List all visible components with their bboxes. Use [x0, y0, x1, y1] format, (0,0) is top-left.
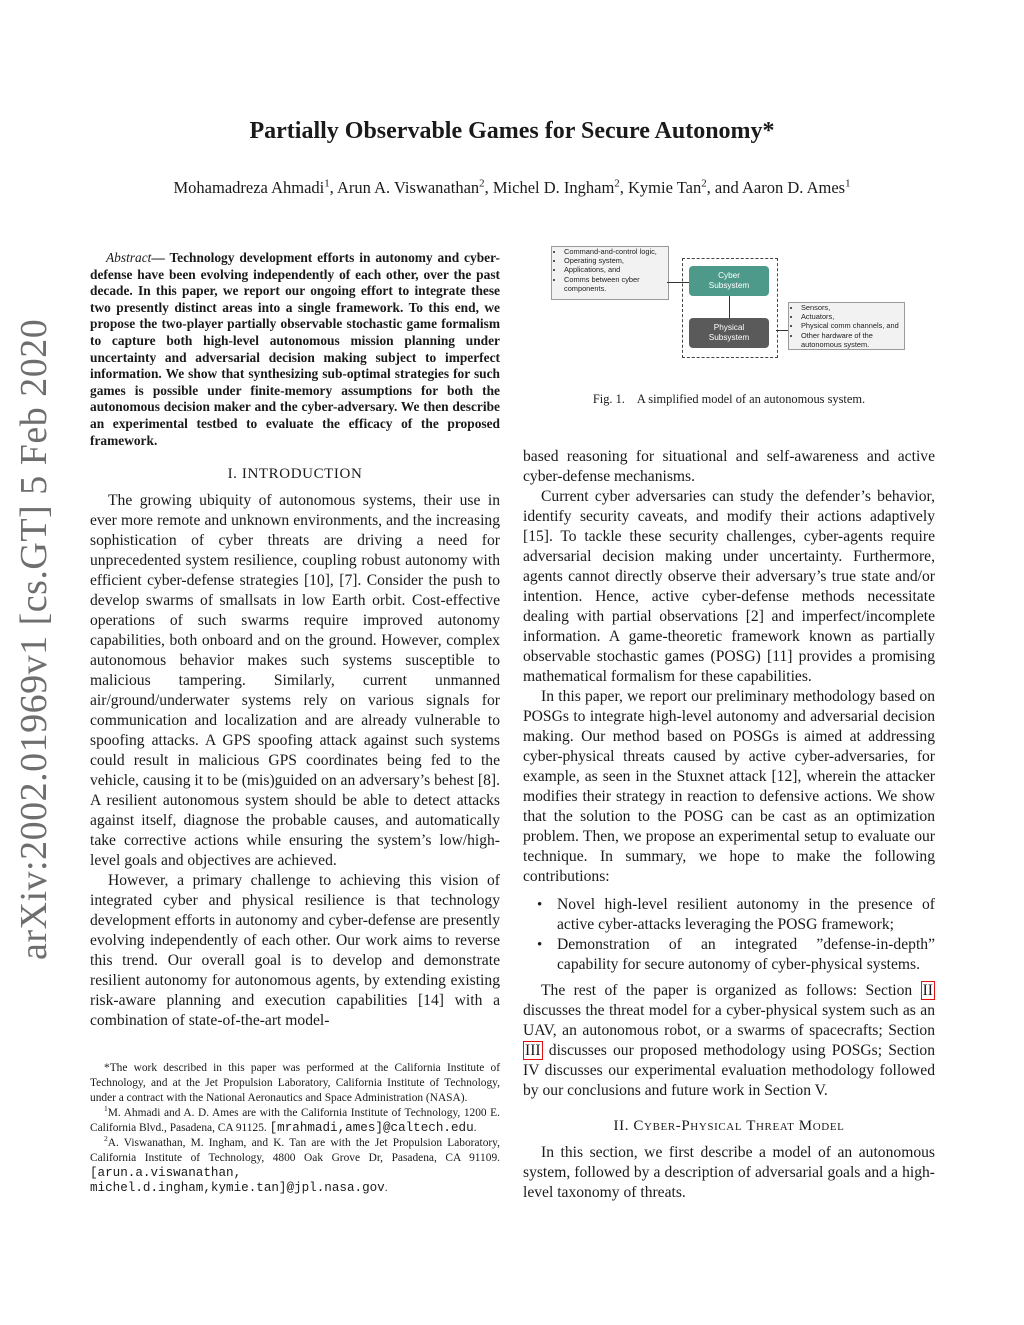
intro-paragraph-2: However, a primary challenge to achieving this vision of integrated cyber and physical resilience is that technology development efforts in autonomy and cyber-defense are presently evolving independently of each other. Our work aims to reverse this trend. Our overall goal is to develop and demonstrate resilient autonomy for autonomous agents, by extending existing risk-aware planning and execution capabilities [14] with a combination of state-of-the-art model- [90, 872, 500, 1030]
abstract-label: Abstract [106, 250, 152, 265]
author-list [60, 178, 964, 198]
note-item: • Sensors, [801, 303, 904, 312]
author-separator: , [619, 178, 628, 197]
list-item: • Novel high-level resilient autonomy in the presence of active cyber-attacks leveraging the POSG framework; [523, 895, 935, 935]
footnote-text: A. Viswanathan, M. Ingham, and K. Tan are with the Jet Propulsion Laboratory, California Institute of Technology, 4800 Oak Grove Dr, Pasadena, CA 91109. [90, 1137, 500, 1164]
left-column [90, 250, 500, 1031]
figure-caption [523, 392, 935, 407]
footnote-affiliation-2 [90, 1136, 500, 1196]
author-separator: , [484, 178, 493, 197]
footnote-mark: 2 [104, 1134, 108, 1144]
author-name: Michel D. Ingham [492, 178, 615, 197]
abstract-text: Technology development efforts in autonomy and cyber-defense have been evolving independently of each other, over the past decade. In this paper, we report our ongoing effort to integrate these two presently distinct areas into a single framework. To this end, we propose the two-player partially observable stochastic game formalism to capture both high-level autonomous mission planning under uncertainty and adversarial decision making subject to imperfect information. We show that synthesizing sub-optimal strategies for such games is possible under finite-memory assumptions for both the autonomous decision maker and the cyber-adversary. We then describe an experimental testbed to evaluate the efficacy of the proposed framework. [90, 250, 500, 448]
text-run: The rest of the paper is organized as follows: Section [541, 982, 921, 999]
note-item: • Operating system, [564, 256, 668, 265]
contributions-list [523, 895, 935, 975]
email-link[interactable]: [arun.a.viswanathan, michel.d.ingham,kymie.tan]@jpl.nasa.gov [90, 1166, 385, 1195]
intro-paragraph-1: The growing ubiquity of autonomous systems, their use in ever more remote and unknown environments, and the increasing sophistication of cyber threats are driving a need for unprecedented system resilience, coupling robust autonomy with efficient cyber-defense strategies [10], [7]. Consider the push to develop swarms of smallsats in low Earth orbit. Cost-effective operations of such swarms require improved autonomy capabilities, both onboard and on the ground. However, complex autonomous behavior makes such systems susceptible to malicious tampering. Similarly, current unmanned air/ground/underwater systems rely on various signals for communication and localization and are already vulnerable to spoofing attacks. A GPS spoofing attack against such systems could result in malicious GPS coordinates being fed to the vehicle, causing it to be (mis)guided on an adversary’s behest [8]. A resilient autonomous system should be able to detect attacks against itself, diagnose the probable causes, and automatically take corrective actions while ensuring the system’s low/high-level goals and objectives are achieved. [90, 492, 500, 870]
abstract-dash: — [151, 250, 165, 265]
footnote-mark: 1 [104, 1104, 108, 1114]
affiliation-mark: 1 [845, 177, 851, 190]
cyber-subsystem-node: Cyber Subsystem [689, 266, 769, 296]
right-paragraph-organization [523, 981, 935, 1101]
section-ref-link[interactable]: III [525, 1042, 541, 1059]
note-item: • Physical comm channels, and [801, 321, 904, 330]
affiliation-mark: 2 [614, 177, 620, 190]
note-item: • Applications, and [564, 265, 668, 274]
right-paragraph-threat-intro: In this section, we first describe a model of an autonomous system, followed by a description of adversarial goals and a high-level taxonomy of threats. [523, 1144, 935, 1201]
affiliation-mark: 2 [479, 177, 485, 190]
affiliation-mark: 1 [324, 177, 330, 190]
paper-title: Partially Observable Games for Secure Autonomy* [249, 118, 775, 144]
footnote-funding: *The work described in this paper was performed at the California Institute of Technology, and at the Jet Propulsion Laboratory, California Institute of Technology, under a contract with the National Aeronautics and Space Administration (NASA). [90, 1062, 500, 1104]
right-column [523, 240, 935, 1203]
author-name: Aaron D. Ames [741, 178, 846, 197]
note-item: • Actuators, [801, 312, 904, 321]
footnote-end: . [473, 1122, 477, 1134]
connector-line [776, 330, 788, 331]
text-run: discusses our proposed methodology using POSGs; Section IV discusses our experimental evaluation methodology followed by our conclusions and future work in Section V. [523, 1042, 935, 1099]
section-ref-link[interactable]: II [922, 982, 933, 999]
note-item: • Other hardware of the autonomous system. [801, 331, 904, 349]
email-link[interactable]: [mrahmadi,ames]@caltech.edu [269, 1121, 474, 1135]
arxiv-stamp: arXiv:2002.01969v1 [cs.GT] 5 Feb 2020 [13, 318, 55, 960]
list-item: • Demonstration of an integrated ”defense-in-depth” capability for secure autonomy of cyber-physical systems. [523, 935, 935, 975]
cyber-components-note [551, 246, 669, 300]
abstract [90, 250, 500, 449]
physical-subsystem-node: Physical Subsystem [689, 318, 769, 348]
figure-autonomous-system [523, 240, 935, 370]
note-item: • Command-and-control logic, [564, 247, 668, 256]
right-paragraph-adversaries: Current cyber adversaries can study the defender’s behavior, identify security caveats, and modify their actions adaptively [15]. To tackle these security challenges, cyber-agents require adversarial decision making under uncertainty. Furthermore, agents cannot directly observe their adversary’s true state and/or intention. Hence, active cyber-defense methods necessitate dealing with partial observations [2] and imperfect/incomplete information. A game-theoretic framework known as partially observable stochastic games (POSG) [11] provides a promising mathematical formalism for these capabilities. [523, 488, 935, 685]
author-separator: , and [706, 178, 742, 197]
section-heading-introduction: I. INTRODUCTION [227, 466, 363, 483]
figure-number: Fig. 1. [592, 392, 625, 406]
author-name: Arun A. Viswanathan [337, 178, 480, 197]
right-paragraph-methodology: In this paper, we report our preliminary methodology based on POSGs to integrate high-level autonomy and adversarial decision making. Our method based on POSGs is aimed at addressing cyber-physical threats caused by active cyber-adversaries, for example, as seen in the Stuxnet attack [12], wherein the attacker modifies their strategy in reaction to defensive actions. We show that the solution to the POSG can be cast as an optimization problem. Then, we propose an experimental setup to evaluate our technique. In summary, we hope to make the following contributions: [523, 688, 935, 885]
section-heading-threat-model: II. Cyber-Physical Threat Model [613, 1118, 845, 1134]
author-name: Mohamadreza Ahmadi [173, 178, 325, 197]
footnote-affiliation-1 [90, 1106, 500, 1136]
connector-line [729, 296, 730, 318]
author-separator: , [329, 178, 338, 197]
note-item: • Comms between cyber components. [564, 275, 668, 293]
right-paragraph-continuation: based reasoning for situational and self-awareness and active cyber-defense mechanisms. [523, 448, 935, 485]
affiliation-mark: 2 [701, 177, 707, 190]
footnotes [90, 1061, 500, 1196]
author-name: Kymie Tan [627, 178, 702, 197]
caption-text: A simplified model of an autonomous system. [636, 392, 866, 406]
footnote-text: M. Ahmadi and A. D. Ames are with the California Institute of Technology, 1200 E. California Blvd., Pasadena, CA 91125. [90, 1107, 500, 1134]
text-run: discusses the threat model for a cyber-physical system such as an UAV, an autonomous robot, or a swarms of spacecrafts; Section [523, 1002, 935, 1039]
connector-line [667, 282, 689, 283]
footnote-end: . [384, 1182, 388, 1194]
physical-components-note [788, 302, 905, 350]
